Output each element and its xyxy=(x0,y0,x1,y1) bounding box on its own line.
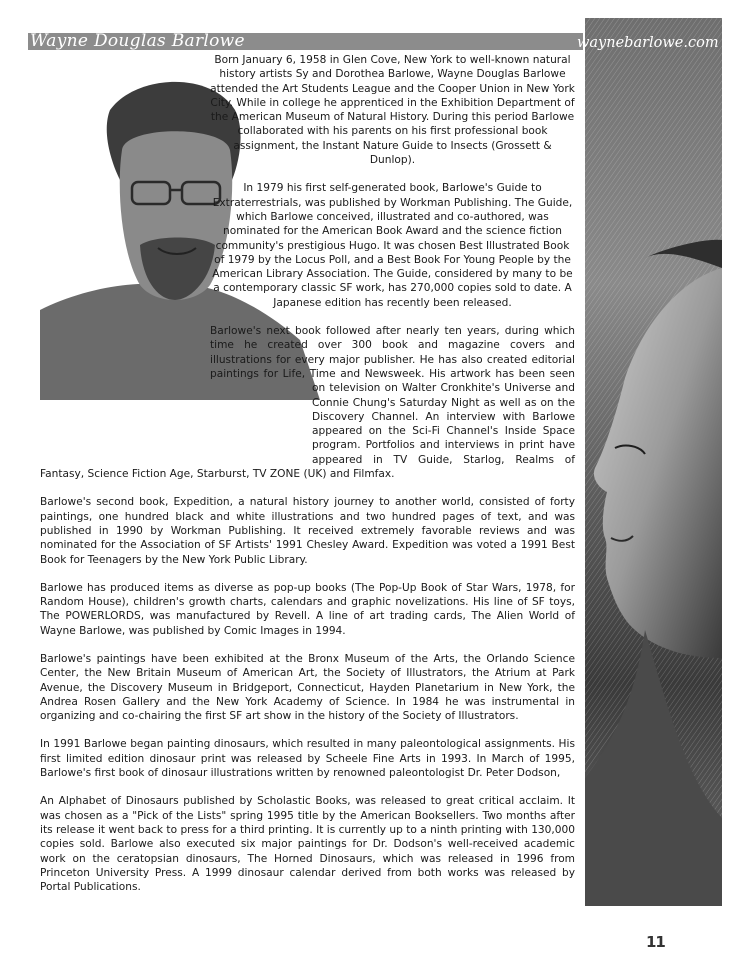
paragraph-career: Barlowe's next book followed after nearly ten years, during which time he created over 300 book and magazine covers and illustrations for every major publisher. He has also created editorial paintings for Life, Time and Newsweek. His artwork has been seen on television on Walter Cronkhite's Universe and Connie Chung's Saturday Night as well as on the Discovery Channel. An interview with Barlowe appeared on the Sci-Fi Channel's Inside Space program. Portfolios and interviews in print have appeared in TV Guide, Starlog, Realms of Fantasy, Science Fiction Age, Starburst, TV ZONE (UK) and Filmfax. xyxy=(40,325,575,481)
paragraph-products: Barlowe has produced items as diverse as pop-up books (The Pop-Up Book of Star Wars, 1978, for Random House), children's growth charts, calendars and graphic novelizations. His line of SF toys, The POWERLORDS, was manufactured by Revell. A line of art trading cards, The Alien World of Wayne Barlowe, was published by Comic Images in 1994. xyxy=(40,581,575,637)
paragraph-expedition: Barlowe's second book, Expedition, a natural history journey to another world, consisted of forty paintings, one hundred black and white illustrations and two hundred pages of text, and was published in 1990 by Workman Publishing. It received extremely favorable reviews and was nominated for the Association of SF Artists' 1991 Chesley Award. Expedition was voted a 1991 Best Book for Teenagers by the New York Public Library. xyxy=(40,496,575,566)
float-spacer-top xyxy=(40,53,210,385)
paragraph-alphabet: An Alphabet of Dinosaurs published by Scholastic Books, was released to great critical acclaim. It was chosen as a "Pick of the Lists" spring 1995 title by the American Booksellers. Two months after its release it went back to press for a third printing. It is currently up to a ninth printing with 130,000 copies sold. Barlowe also executed six major paintings for Dr. Dodson's well-received academic work on the ceratopsian dinosaurs, The Horned Dinosaurs, which was released in 1996 from Princeton University Press. A 1999 dinosaur calendar derived from both works was released by Portal Publications. xyxy=(40,795,575,894)
paragraph-first-book: In 1979 his first self-generated book, Barlowe's Guide to Extraterrestrials, was published by Workman Publishing. The Guide, which Barlowe conceived, illustrated and co-authored, was nominated for the American Book Award and the science fiction community's prestigious Hugo. It was chosen Best Illustrated Book of 1979 by the Locus Poll, and a Best Book For Young People by the American Library Association. The Guide, considered by many to be a contemporary classic SF work, has 270,000 copies sold to date. A Japanese edition has recently been released. xyxy=(212,182,573,309)
page-number: 11 xyxy=(646,933,665,951)
site-url: waynebarlowe.com xyxy=(577,35,719,51)
profile-illustration-art xyxy=(585,18,722,906)
page-title: Wayne Douglas Barlowe xyxy=(30,31,245,51)
paragraph-dinosaurs: In 1991 Barlowe began painting dinosaurs, which resulted in many paleontological assignments. His first limited edition dinosaur print was released by Scheele Fine Arts in 1993. In March of 1995, Barlowe's first book of dinosaur illustrations written by renowned paleontologist Dr. Peter Dodson, xyxy=(40,738,575,780)
paragraph-exhibitions: Barlowe's paintings have been exhibited at the Bronx Museum of the Arts, the Orlando Science Center, the New Britain Museum of American Art, the Society of Illustrators, the Atrium at Park Avenue, the Discovery Museum in Bridgeport, Connecticut, Hayden Planetarium in New York, the Andrea Rosen Gallery and the New York Academy of Science. In 1984 he was instrumental in organizing and co-chairing the first SF art show in the history of the Society of Illustrators. xyxy=(40,652,575,723)
biography-article xyxy=(40,53,575,908)
float-spacer-bottom xyxy=(40,385,312,455)
paragraph-birth: Born January 6, 1958 in Glen Cove, New York to well-known natural history artists Sy and Dorothea Barlowe, Wayne Douglas Barlowe attended the Art Students League and the Cooper Union in New York City. While in college he apprenticed in the Exhibition Department of the American Museum of Natural History. During this period Barlowe collaborated with his parents on his first professional book assignment, the Instant Nature Guide to Insects (Grossett & Dunlop). xyxy=(210,54,575,167)
side-illustration xyxy=(585,18,722,906)
